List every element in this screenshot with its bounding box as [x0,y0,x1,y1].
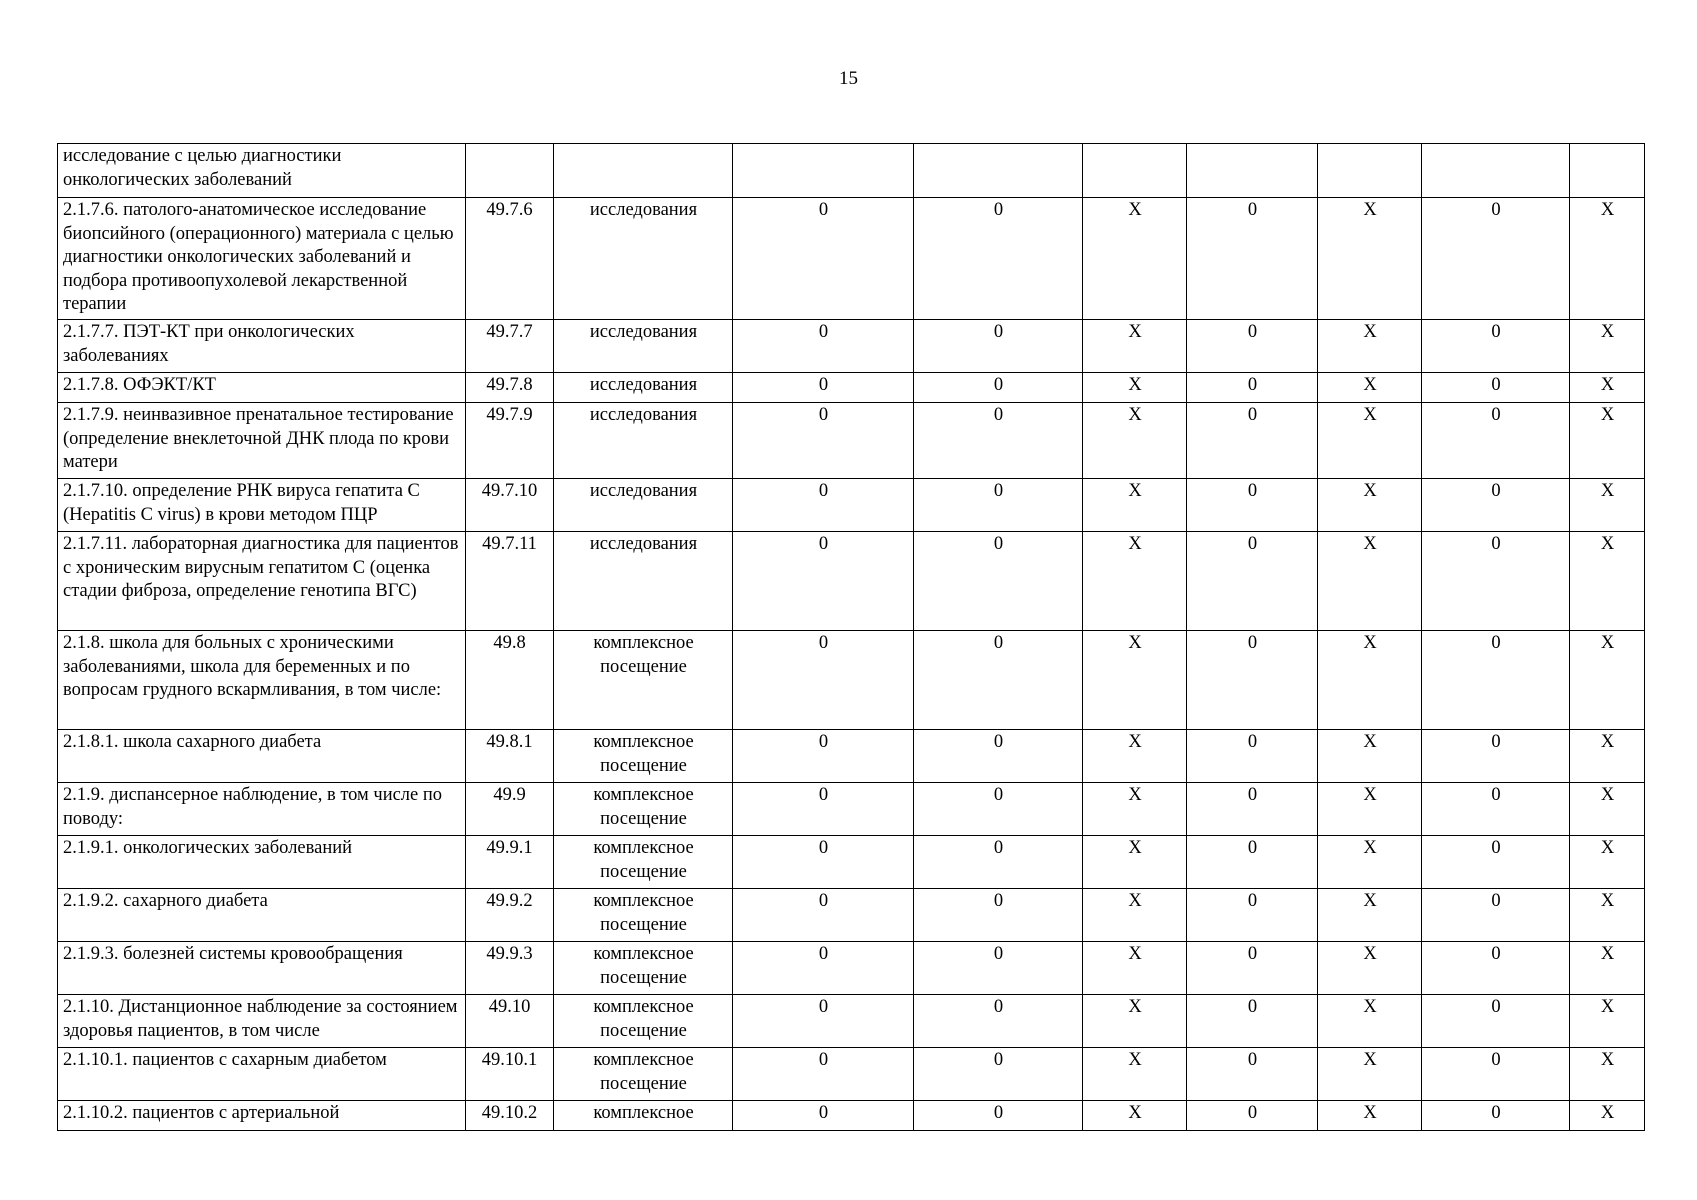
row-value-cell: X [1083,1101,1187,1131]
row-value-cell: 0 [733,836,914,889]
row-unit-cell: комплексное [554,1101,733,1131]
table-row [58,144,1645,198]
row-value-cell: X [1318,479,1422,532]
row-name-cell: 2.1.7.8. ОФЭКТ/КТ [58,373,466,403]
row-value-cell: 0 [1187,1048,1318,1101]
row-code-cell: 49.9.2 [466,889,554,942]
row-value-cell: 0 [1187,889,1318,942]
row-unit-cell: комплексное посещение [554,631,733,730]
row-value-cell: 0 [914,730,1083,783]
row-value-cell: X [1318,1101,1422,1131]
row-name-cell: 2.1.9. диспансерное наблюдение, в том числе по поводу: [58,783,466,836]
row-value-cell: 0 [914,942,1083,995]
row-value-cell: 0 [733,730,914,783]
row-value-cell: X [1083,730,1187,783]
row-value-cell: 0 [1187,730,1318,783]
row-value-cell: 0 [1422,320,1570,373]
row-unit-cell: комплексное посещение [554,1048,733,1101]
row-value-cell: X [1083,889,1187,942]
row-value-cell: X [1318,836,1422,889]
row-unit-cell: комплексное посещение [554,942,733,995]
row-value-cell: X [1318,942,1422,995]
row-value-cell: 0 [733,1101,914,1131]
row-value-cell: X [1318,631,1422,730]
table-row [58,889,1645,942]
row-value-cell: X [1083,532,1187,631]
row-value-cell: 0 [1422,889,1570,942]
row-unit-cell: комплексное посещение [554,836,733,889]
row-value-cell: 0 [1187,320,1318,373]
row-value-cell: 0 [1422,1048,1570,1101]
row-value-cell: X [1083,631,1187,730]
row-value-cell: 0 [733,942,914,995]
table-body [58,144,1645,1131]
row-value-cell: 0 [1187,479,1318,532]
row-value-cell: 0 [914,373,1083,403]
row-value-cell [1187,144,1318,198]
row-unit-cell: комплексное посещение [554,995,733,1048]
row-value-cell: 0 [914,631,1083,730]
row-code-cell: 49.7.11 [466,532,554,631]
row-value-cell: X [1570,889,1645,942]
row-value-cell: X [1318,889,1422,942]
row-value-cell: 0 [1187,373,1318,403]
row-code-cell [466,144,554,198]
row-value-cell: X [1570,631,1645,730]
row-value-cell [1083,144,1187,198]
row-name-cell: 2.1.8. школа для больных с хроническими заболеваниями, школа для беременных и по вопросам грудного вскармливания, в том числе: [58,631,466,730]
row-value-cell: 0 [1422,1101,1570,1131]
row-value-cell: 0 [733,889,914,942]
row-unit-cell: исследования [554,479,733,532]
table-row [58,198,1645,320]
row-code-cell: 49.7.9 [466,403,554,479]
row-code-cell: 49.8 [466,631,554,730]
row-value-cell: 0 [1187,198,1318,320]
row-code-cell: 49.8.1 [466,730,554,783]
row-unit-cell: исследования [554,532,733,631]
row-value-cell [733,144,914,198]
row-code-cell: 49.9.1 [466,836,554,889]
row-value-cell: 0 [733,783,914,836]
row-unit-cell: исследования [554,198,733,320]
row-value-cell: 0 [1422,631,1570,730]
row-value-cell: X [1083,995,1187,1048]
row-code-cell: 49.10.1 [466,1048,554,1101]
row-unit-cell: комплексное посещение [554,730,733,783]
row-name-cell: 2.1.10.2. пациентов с артериальной [58,1101,466,1131]
row-value-cell: X [1083,373,1187,403]
row-value-cell: 0 [914,836,1083,889]
row-value-cell: 0 [1187,1101,1318,1131]
row-value-cell: X [1570,320,1645,373]
table-row [58,1048,1645,1101]
row-name-cell: 2.1.7.6. патолого-анатомическое исследование биопсийного (операционного) материала с целью диагностики онкологических заболеваний и подбора противоопухолевой лекарственной терапии [58,198,466,320]
row-value-cell: X [1570,783,1645,836]
row-value-cell: X [1570,198,1645,320]
row-value-cell: 0 [1187,995,1318,1048]
row-value-cell: 0 [1187,783,1318,836]
row-name-cell: 2.1.7.11. лабораторная диагностика для пациентов с хроническим вирусным гепатитом С (оценка стадии фиброза, определение генотипа ВГС) [58,532,466,631]
table-row [58,403,1645,479]
row-name-cell: 2.1.8.1. школа сахарного диабета [58,730,466,783]
row-name-cell: 2.1.7.10. определение РНК вируса гепатита С (Hepatitis C virus) в крови методом ПЦР [58,479,466,532]
row-value-cell: X [1318,403,1422,479]
row-code-cell: 49.7.8 [466,373,554,403]
row-unit-cell [554,144,733,198]
row-value-cell: 0 [733,479,914,532]
row-value-cell: X [1570,995,1645,1048]
row-value-cell: 0 [1187,532,1318,631]
table-row [58,631,1645,730]
table-row [58,373,1645,403]
row-name-cell: 2.1.9.1. онкологических заболеваний [58,836,466,889]
row-value-cell: X [1570,1048,1645,1101]
row-value-cell [914,144,1083,198]
row-value-cell: 0 [733,532,914,631]
row-value-cell: X [1083,479,1187,532]
row-value-cell: 0 [1422,995,1570,1048]
row-name-cell: 2.1.9.2. сахарного диабета [58,889,466,942]
row-value-cell: X [1083,198,1187,320]
row-value-cell: X [1083,403,1187,479]
row-value-cell: 0 [733,320,914,373]
row-value-cell: 0 [733,198,914,320]
services-table [57,143,1645,1131]
row-value-cell: X [1083,1048,1187,1101]
row-code-cell: 49.10.2 [466,1101,554,1131]
row-value-cell: 0 [914,320,1083,373]
row-name-cell: 2.1.7.9. неинвазивное пренатальное тестирование (определение внеклеточной ДНК плода по крови матери [58,403,466,479]
row-value-cell: 0 [733,373,914,403]
row-name-cell: 2.1.10. Дистанционное наблюдение за состоянием здоровья пациентов, в том числе [58,995,466,1048]
row-value-cell: 0 [914,995,1083,1048]
row-value-cell: X [1318,730,1422,783]
table-row [58,1101,1645,1131]
row-code-cell: 49.7.6 [466,198,554,320]
row-value-cell: X [1570,730,1645,783]
row-value-cell: 0 [1422,198,1570,320]
row-value-cell: 0 [733,403,914,479]
row-value-cell: 0 [914,1101,1083,1131]
row-code-cell: 49.7.7 [466,320,554,373]
row-value-cell: X [1570,373,1645,403]
row-value-cell: 0 [1187,403,1318,479]
row-unit-cell: исследования [554,403,733,479]
row-unit-cell: исследования [554,373,733,403]
row-value-cell: X [1318,1048,1422,1101]
row-value-cell: 0 [1422,730,1570,783]
row-name-cell: 2.1.10.1. пациентов с сахарным диабетом [58,1048,466,1101]
row-value-cell: 0 [914,889,1083,942]
row-value-cell: X [1570,1101,1645,1131]
row-value-cell: 0 [914,532,1083,631]
table-row [58,532,1645,631]
row-value-cell: 0 [1422,836,1570,889]
table-row [58,783,1645,836]
row-value-cell: X [1570,532,1645,631]
row-value-cell: X [1318,783,1422,836]
table-row [58,479,1645,532]
row-value-cell: 0 [914,198,1083,320]
row-value-cell: X [1570,479,1645,532]
row-name-cell: 2.1.7.7. ПЭТ-КТ при онкологических заболеваниях [58,320,466,373]
row-value-cell: X [1318,373,1422,403]
row-value-cell: X [1318,995,1422,1048]
row-value-cell: 0 [733,1048,914,1101]
row-code-cell: 49.7.10 [466,479,554,532]
row-value-cell: X [1318,532,1422,631]
row-unit-cell: комплексное посещение [554,783,733,836]
row-code-cell: 49.9.3 [466,942,554,995]
table-row [58,730,1645,783]
row-code-cell: 49.10 [466,995,554,1048]
row-value-cell: 0 [914,479,1083,532]
row-value-cell: 0 [914,403,1083,479]
row-value-cell: 0 [1422,942,1570,995]
page-number: 15 [839,68,858,89]
row-value-cell [1570,144,1645,198]
table-row [58,995,1645,1048]
row-name-cell: 2.1.9.3. болезней системы кровообращения [58,942,466,995]
row-value-cell: X [1570,836,1645,889]
row-value-cell: X [1570,403,1645,479]
table-row [58,320,1645,373]
row-value-cell: 0 [1422,373,1570,403]
row-value-cell: 0 [1187,942,1318,995]
row-code-cell: 49.9 [466,783,554,836]
row-value-cell: 0 [1422,403,1570,479]
row-value-cell: 0 [733,631,914,730]
row-value-cell: 0 [1422,479,1570,532]
row-value-cell: X [1318,198,1422,320]
row-value-cell: 0 [914,1048,1083,1101]
row-value-cell: 0 [733,995,914,1048]
row-value-cell: X [1083,942,1187,995]
row-value-cell: X [1318,320,1422,373]
row-value-cell: 0 [1422,532,1570,631]
table-row [58,942,1645,995]
row-value-cell: X [1083,836,1187,889]
table-row [58,836,1645,889]
row-value-cell: X [1083,320,1187,373]
row-value-cell: 0 [1422,783,1570,836]
row-unit-cell: исследования [554,320,733,373]
row-value-cell: X [1570,942,1645,995]
row-value-cell: 0 [914,783,1083,836]
row-value-cell [1422,144,1570,198]
row-value-cell: X [1083,783,1187,836]
row-value-cell [1318,144,1422,198]
row-name-cell: исследование с целью диагностики онкологических заболеваний [58,144,466,198]
row-value-cell: 0 [1187,631,1318,730]
row-unit-cell: комплексное посещение [554,889,733,942]
row-value-cell: 0 [1187,836,1318,889]
